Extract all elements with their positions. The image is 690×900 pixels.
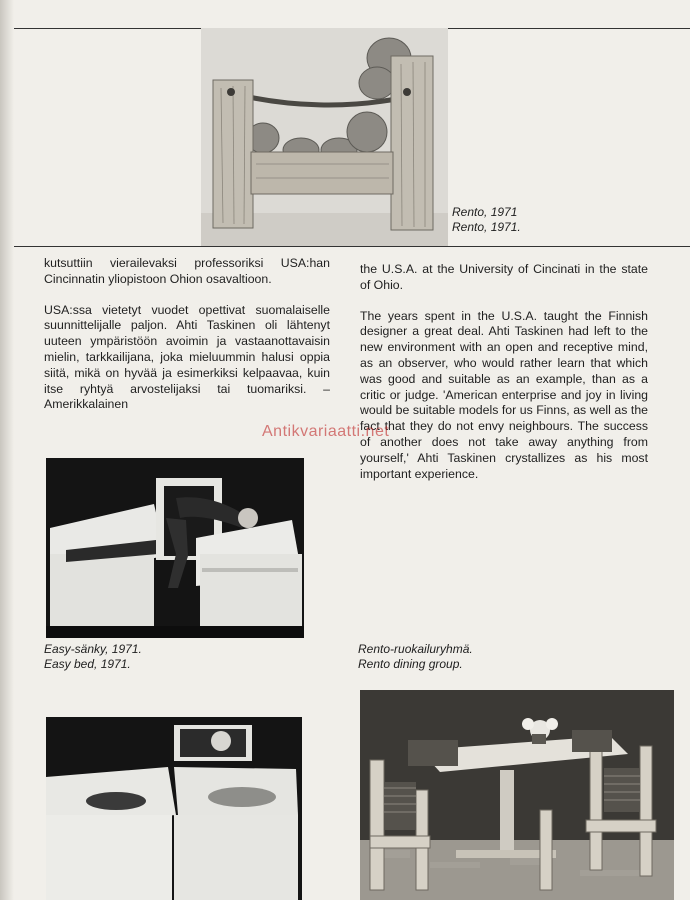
section-rule bbox=[14, 246, 690, 247]
easy-bed-illustration bbox=[46, 458, 304, 638]
en-paragraph-2: The years spent in the U.S.A. taught the Finnish designer a great deal. Ahti Taskinen had left to the new environment with an open and receptive mind, as an observer, who would rather learn that which was good and suitable as an example, than as a critic or judge. 'American enterprise and joy in living would be suitable models for us Finns, as well as the fact that they do not envy neighbours. The success of another does not take away anything from yourself,' Ahti Taskinen crystallizes as his most important experience. bbox=[360, 308, 648, 481]
dining-photo bbox=[360, 690, 674, 900]
finnish-text-column bbox=[44, 256, 330, 428]
page-spine-shadow bbox=[0, 0, 14, 900]
easy-bed-photo bbox=[46, 458, 304, 638]
english-text-column bbox=[360, 262, 648, 497]
dining-caption-fi: Rento-ruokailuryhmä. bbox=[358, 642, 473, 656]
easy-bed-caption-en: Easy bed, 1971. bbox=[44, 657, 131, 671]
easy-bed-caption bbox=[44, 642, 142, 672]
chair-photo bbox=[201, 28, 448, 246]
second-bed-photo bbox=[46, 717, 302, 900]
dining-caption-en: Rento dining group. bbox=[358, 657, 463, 671]
fi-paragraph-1: kutsuttiin vierailevaksi professoriksi USA:han Cincinnatin yliopistoon Ohion osavaltioon. bbox=[44, 256, 330, 286]
second-bed-illustration bbox=[46, 717, 302, 900]
watermark: Antikvariaatti.net bbox=[262, 423, 390, 440]
easy-bed-caption-fi: Easy-sänky, 1971. bbox=[44, 642, 142, 656]
chair-caption-en: Rento, 1971. bbox=[452, 220, 521, 234]
en-paragraph-1: the U.S.A. at the University of Cincinati in the state of Ohio. bbox=[360, 262, 648, 292]
chair-caption bbox=[452, 205, 521, 235]
chair-illustration bbox=[201, 28, 448, 246]
dining-caption bbox=[358, 642, 473, 672]
fi-paragraph-2: USA:ssa vietetyt vuodet opettivat suomalaiselle suunnittelijalle paljon. Ahti Taskinen oli lähtenyt uuteen ympäristöön avoimin ja vastaanottavaisin mielin, tarkkailijana, joka mieluummin halusi oppia siitä, mikä on hyvää ja esimerkiksi kelpaavaa, kuin itse ryhtyä arvostelijaksi tai tuomariksi. – Amerikkalainen bbox=[44, 302, 330, 412]
dining-illustration bbox=[360, 690, 674, 900]
chair-caption-fi: Rento, 1971 bbox=[452, 205, 518, 219]
